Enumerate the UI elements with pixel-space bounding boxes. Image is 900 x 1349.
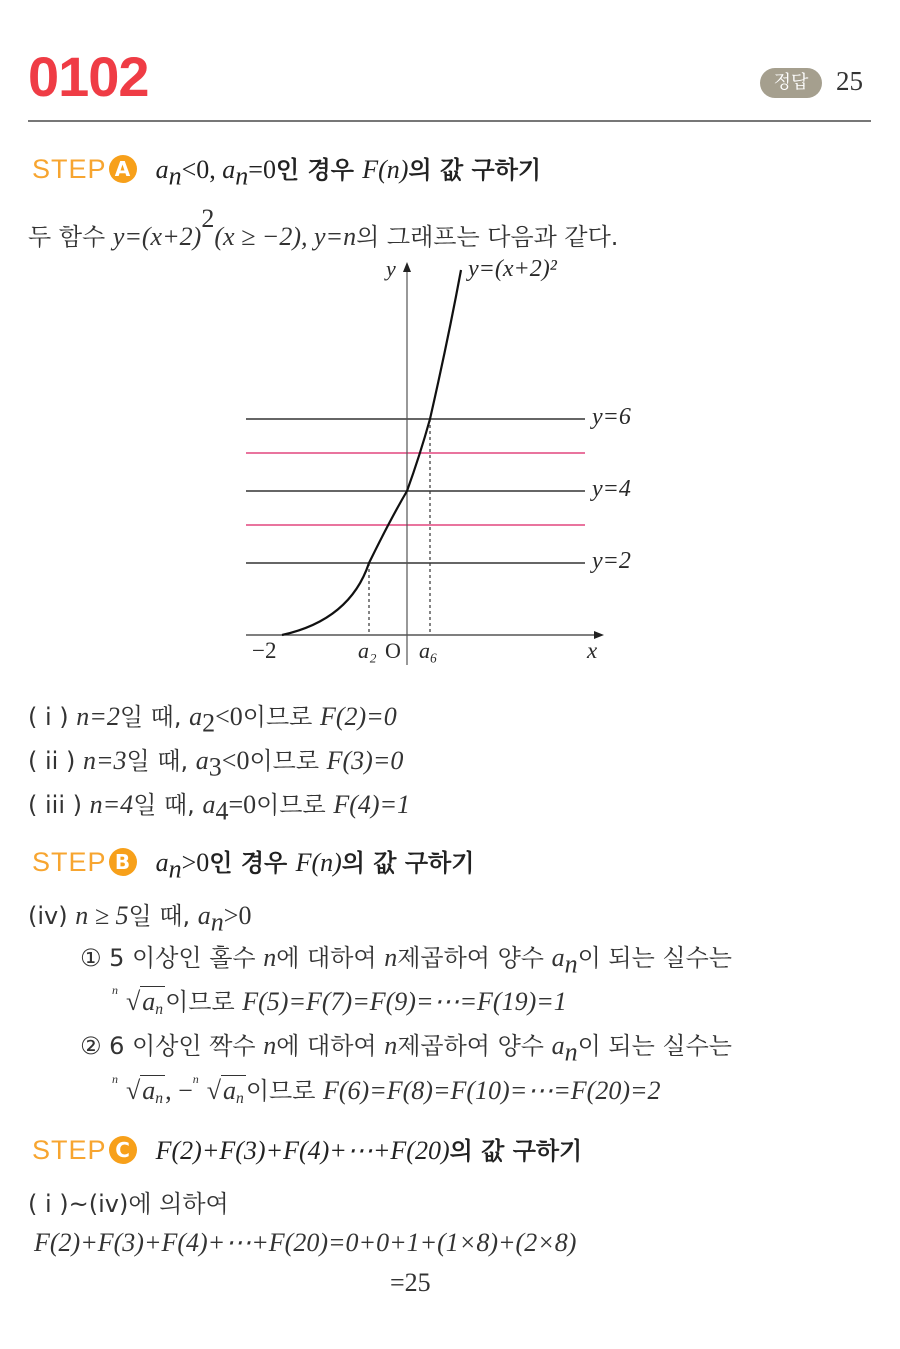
y-axis-label: y [386, 256, 396, 281]
case-1: ( i ) n=2일 때, a2<0이므로 F(2)=0 [28, 702, 397, 738]
line-label-y2: y=2 [592, 548, 631, 574]
line-label-y4: y=4 [592, 476, 631, 502]
case-4: (iv) n ≥ 5일 때, an>0 [28, 901, 252, 937]
sum-result: =25 [390, 1268, 431, 1297]
problem-number: 0102 [28, 45, 149, 108]
step-label: STEP [32, 1135, 107, 1165]
case-2: ( ii ) n=3일 때, a3<0이므로 F(3)=0 [28, 746, 404, 782]
even-case-line1: ② 6 이상인 짝수 n에 대하여 n제곱하여 양수 an이 되는 실수는 [80, 1031, 732, 1067]
answer-badge: 정답 [760, 68, 822, 98]
curve-label: y=(x+2)² [468, 256, 557, 282]
nth-root: n $√a_n$ [112, 983, 164, 1018]
sum-equation: F(2)+F(3)+F(4)+⋯+F(20)=0+0+1+(1×8)+(2×8) [34, 1228, 577, 1257]
even-case-line2: n $√a_n$, − n $√a_n$이므로 F(6)=F(8)=F(10)=⋯=F(20)=2 [112, 1072, 661, 1107]
step-a-badge-icon: A [109, 155, 137, 183]
x-axis-label: x [587, 638, 598, 663]
x-tick-minus2: −2 [252, 638, 277, 663]
step-b-badge-icon: B [109, 848, 137, 876]
step-c-title: F(2)+F(3)+F(4)+⋯+F(20)의 값 구하기 [155, 1136, 583, 1165]
step-label: STEP [32, 847, 107, 877]
origin-label: O [385, 638, 401, 663]
step-b-title: an>0인 경우 F(n)의 값 구하기 [155, 848, 475, 884]
nth-root: n $√a_n$ [192, 1072, 244, 1107]
x-tick-a2: a₂ [358, 638, 377, 663]
step-c-heading [32, 1131, 582, 1166]
conclusion-intro: ( i )~(iv)에 의하여 [28, 1190, 229, 1218]
step-label: STEP [32, 154, 107, 184]
step-b-heading [32, 843, 474, 885]
x-tick-a6: a₆ [419, 638, 438, 663]
step-c-badge-icon: C [109, 1136, 137, 1164]
step-a-intro: 두 함수 y=(x+2)2(x ≥ −2), y=n의 그래프는 다음과 같다. [28, 204, 619, 252]
step-a-title: an<0, an=0인 경우 F(n)의 값 구하기 [155, 155, 542, 191]
line-label-y6: y=6 [592, 404, 631, 430]
nth-root: n $√a_n$ [112, 1072, 164, 1107]
answer-value: 25 [836, 66, 863, 96]
case-3: ( iii ) n=4일 때, a4=0이므로 F(4)=1 [28, 790, 411, 826]
odd-case-line2: n $√a_n$이므로 F(5)=F(7)=F(9)=⋯=F(19)=1 [112, 983, 567, 1018]
odd-case-line1: ① 5 이상인 홀수 n에 대하여 n제곱하여 양수 an이 되는 실수는 [80, 943, 732, 979]
